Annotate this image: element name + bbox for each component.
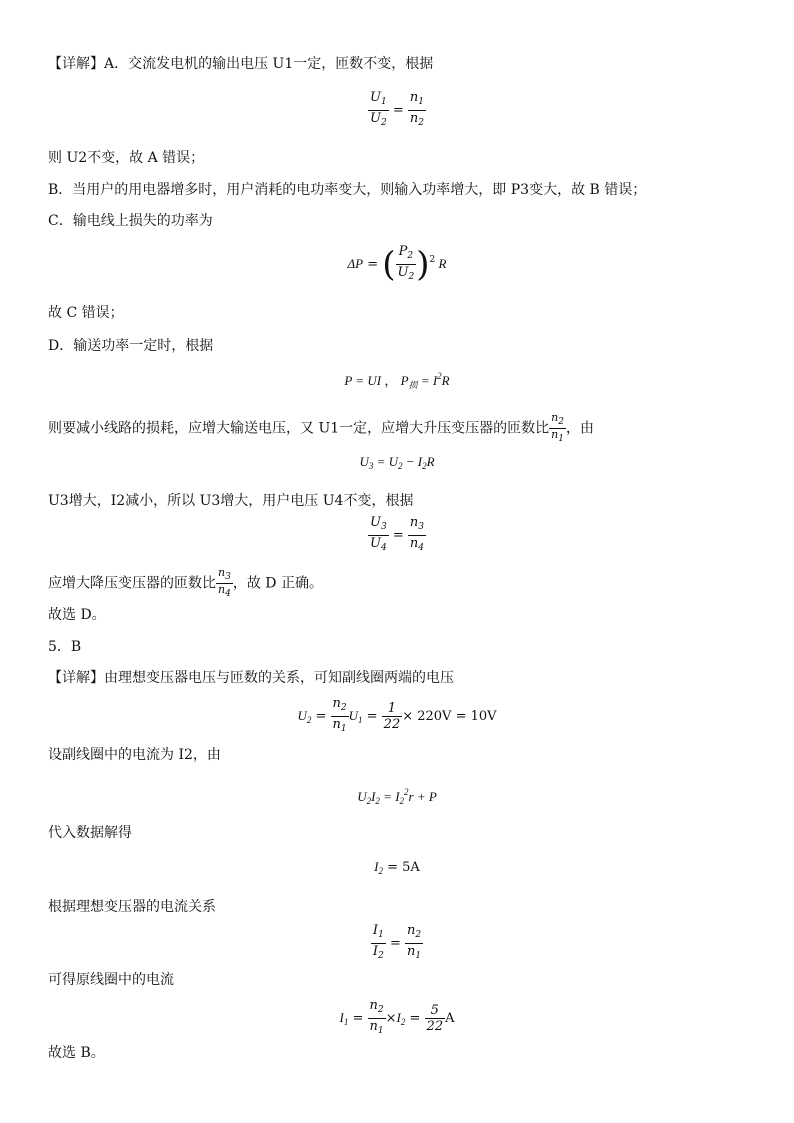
equation-u2-value: $U_2$ = $\frac{n_2}{n_1}$ $U_1$ = $\frac{1}{22}$ × 220V = 10V (297, 696, 497, 734)
text-line-7: 则要减小线路的损耗，应增大输送电压，又 U1一定，应增大升压变压器的匝数比 $\frac{n_2}{n_1}$ ，由 (48, 411, 594, 444)
equation-u1-u2-ratio: $\frac{U_1}{U_2}$ = $\frac{n_1}{n_2}$ (370, 90, 424, 128)
text-line-17: 故选 B。 (48, 1045, 105, 1061)
text-line-13: 设副线圈中的电流为 I2，由 (48, 747, 221, 763)
text-line-2: 则 U2不变，故 A 错误； (48, 150, 205, 166)
fraction-n3-n4: $\frac{n_3}{n_4}$ (218, 566, 231, 599)
equation-i1-i2-ratio: $\frac{I_1}{I_2}$ = $\frac{n_2}{n_1}$ (372, 923, 422, 961)
text-line-4: C．输电线上损失的功率为 (48, 213, 213, 229)
text-line-16: 可得原线圈中的电流 (48, 972, 174, 988)
equation-i1-value: $I_1$ = $\frac{n_2}{n_1}$ $\times I_2$ = $\frac{5}{22}$ A (339, 998, 455, 1036)
equation-power-formula: P = UI ， $P_损 = I^2R$ (344, 371, 450, 390)
equation-power-balance: $U_2I_2 = I_2^2r + P$ (357, 787, 437, 806)
text-line-14: 代入数据解得 (48, 825, 132, 841)
text-line-6: D．输送功率一定时，根据 (48, 338, 214, 354)
text-line-12: 【详解】由理想变压器电压与匝数的关系，可知副线圈两端的电压 (48, 670, 454, 686)
question-number-answer: 5．B (48, 639, 82, 655)
equation-i2-value: $I_2 = 5A$ (374, 859, 420, 876)
text-line-8: U3增大，I2减小，所以 U3增大，用户电压 U4不变，根据 (48, 493, 414, 509)
text-line-15: 根据理想变压器的电流关系 (48, 899, 216, 915)
fraction-n2-n1: $\frac{n_2}{n_1}$ (551, 411, 564, 444)
equation-u3-u4-ratio: $\frac{U_3}{U_4}$ = $\frac{n_3}{n_4}$ (370, 515, 424, 553)
text-line-1: 【详解】A．交流发电机的输出电压 U1一定，匝数不变，根据 (48, 56, 434, 72)
equation-u3: $U_3 = U_2 - I_2R$ (359, 454, 435, 471)
equation-power-loss: ΔP = ( $\frac{P_2}{U_2}$ )$^2$ R (347, 244, 447, 285)
text-line-10: 故选 D。 (48, 607, 106, 623)
text-line-3: B．当用户的用电器增多时，用户消耗的电功率变大，则输入功率增大，即 P3变大，故 B 错误； (48, 182, 647, 198)
text-line-9: 应增大降压变压器的匝数比 $\frac{n_3}{n_4}$ ，故 D 正确。 (48, 566, 323, 599)
text-line-5: 故 C 错误； (48, 305, 124, 321)
